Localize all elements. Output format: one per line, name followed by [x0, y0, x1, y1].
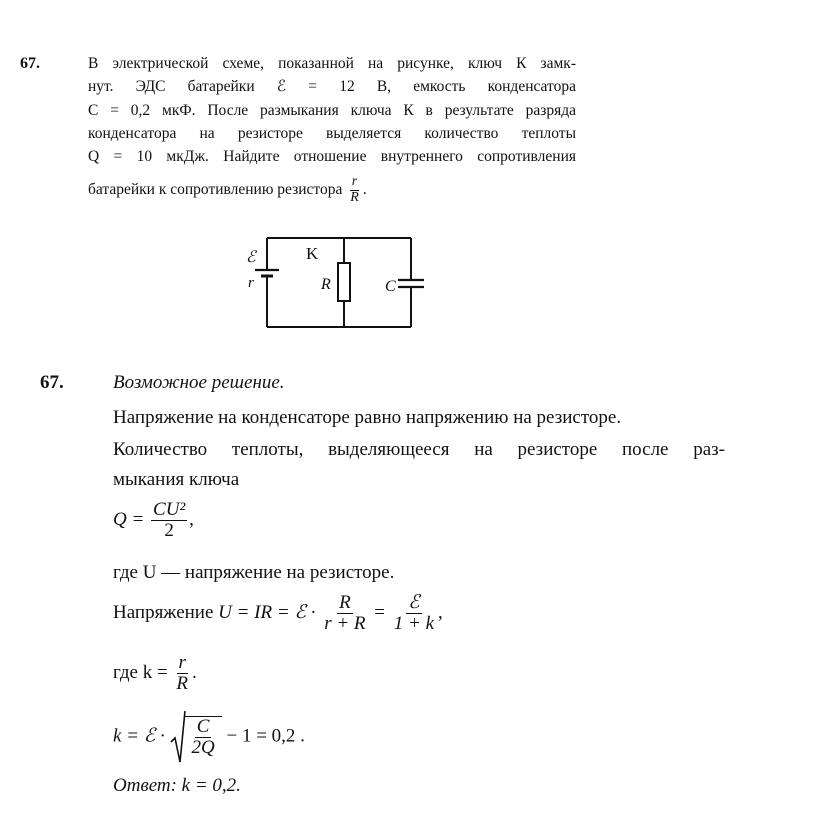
solution-line-3: мыкания ключа: [113, 469, 240, 490]
k-formula-numerator: C: [196, 716, 210, 738]
solution-heading: Возможное решение.: [113, 372, 285, 393]
formula-q-lhs: Q =: [113, 508, 145, 530]
sqrt-sign: [170, 710, 186, 764]
voltage-fraction-1-num: R: [339, 592, 351, 613]
where-k-fraction: [174, 653, 190, 694]
formula-q-denominator: 2: [164, 519, 174, 541]
problem-line-2: нут. ЭДС батарейки ℰ = 12 В, емкость конденсатора: [88, 78, 576, 95]
voltage-fraction-1: [322, 593, 367, 634]
label-r: r: [248, 275, 254, 291]
voltage-fraction-2-den: 1 + k: [393, 612, 435, 634]
resistor-symbol: [338, 263, 350, 301]
formula-q-fraction: [151, 500, 187, 541]
label-capacitor: C: [385, 278, 396, 295]
voltage-lhs: U = IR = ℰ ·: [218, 601, 316, 623]
ratio-numerator: r: [351, 174, 358, 189]
k-formula-fraction: [190, 717, 217, 758]
ratio-tail: .: [362, 180, 367, 198]
problem-line-1: В электрической схеме, показанной на рисунке, ключ К замк-: [88, 55, 576, 72]
voltage-eq: =: [374, 601, 385, 623]
problem-number: 67.: [20, 55, 40, 72]
circuit-diagram: [238, 230, 438, 335]
where-k-tail: .: [192, 661, 197, 683]
ratio-denominator: R: [350, 189, 359, 205]
k-formula: [113, 710, 305, 764]
voltage-tail: ,: [438, 601, 443, 623]
k-formula-lhs: k = ℰ ·: [113, 725, 165, 747]
answer-value: k = 0,2.: [181, 775, 241, 796]
formula-voltage: [113, 593, 443, 634]
label-key: K: [306, 244, 319, 263]
solution-number: 67.: [40, 372, 64, 393]
sqrt-body: [185, 716, 222, 758]
solution-line-1: Напряжение на конденсаторе равно напряжению на резисторе.: [113, 407, 622, 428]
sqrt-expression: [170, 710, 222, 764]
voltage-fraction-1-den: r + R: [324, 612, 366, 634]
answer-label: Ответ:: [113, 775, 177, 796]
formula-q-numerator: CU²: [153, 499, 186, 520]
problem-line-4: конденсатора на резисторе выделяется количество теплоты: [88, 125, 576, 142]
problem-line-6-text: батарейки к сопротивлению резистора: [88, 180, 343, 198]
where-u-line: где U — напряжение на резисторе.: [113, 562, 395, 583]
label-emf: ℰ: [246, 249, 256, 266]
ratio-fraction: [348, 175, 361, 205]
formula-q-tail: ,: [189, 508, 194, 530]
problem-line-6: [88, 175, 367, 205]
answer-line: [113, 773, 241, 798]
label-resistor: R: [321, 276, 331, 293]
voltage-label: Напряжение: [113, 601, 214, 623]
problem-line-3: C = 0,2 мкФ. После размыкания ключа К в результате разряда: [88, 102, 576, 119]
formula-q: [113, 500, 194, 541]
k-formula-denominator: 2Q: [191, 737, 215, 758]
where-k-numerator: r: [178, 652, 186, 673]
where-k-line: [113, 653, 197, 694]
voltage-fraction-2: [392, 593, 436, 634]
solution-line-2: Количество теплоты, выделяющееся на резисторе после раз-: [113, 439, 725, 460]
k-formula-tail: − 1 = 0,2 .: [226, 725, 305, 747]
problem-line-5: Q = 10 мкДж. Найдите отношение внутреннего сопротивления: [88, 148, 576, 165]
voltage-fraction-2-num: ℰ: [408, 592, 420, 613]
where-k-text: где k =: [113, 661, 168, 683]
where-k-denominator: R: [176, 672, 189, 694]
